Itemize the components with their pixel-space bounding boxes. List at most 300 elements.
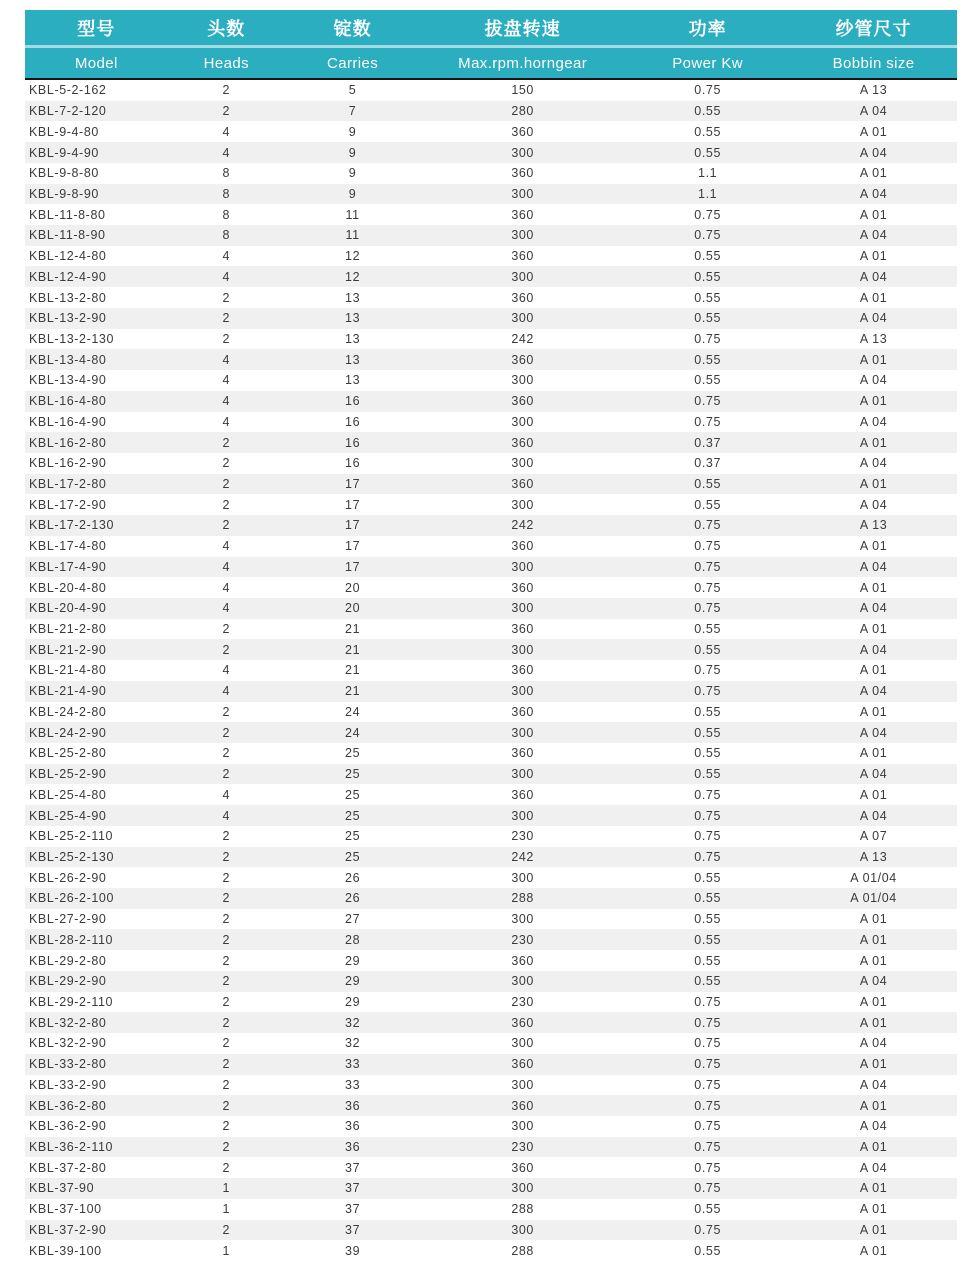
cell-power: 0.75	[694, 994, 722, 1009]
cell-carries: 37	[345, 1160, 361, 1175]
cell-power: 0.37	[694, 435, 722, 450]
cell-power: 0.75	[694, 1015, 722, 1030]
cell-rpm: 360	[511, 352, 534, 367]
cell-carries: 36	[345, 1119, 361, 1134]
cell-carries: 13	[345, 331, 361, 346]
cell-rpm: 300	[511, 912, 534, 927]
cell-power: 0.55	[694, 622, 722, 637]
cell-rpm: 360	[511, 207, 534, 222]
table-row	[25, 308, 957, 329]
cell-bobbin: A 01	[859, 746, 888, 761]
col-header-bobbin-cn: 纱管尺寸	[790, 10, 957, 47]
cell-carries: 25	[345, 808, 361, 823]
cell-bobbin: A 01	[859, 124, 888, 139]
cell-model: KBL-17-2-130	[29, 518, 115, 533]
cell-bobbin: A 01	[859, 622, 888, 637]
cell-rpm: 360	[511, 1057, 534, 1072]
cell-rpm: 230	[511, 829, 534, 844]
cell-power: 0.55	[694, 104, 722, 119]
cell-power: 0.75	[694, 1077, 722, 1092]
cell-heads: 2	[222, 311, 231, 326]
cell-model: KBL-32-2-80	[29, 1015, 107, 1030]
table-row	[25, 1116, 957, 1137]
cell-rpm: 242	[511, 331, 534, 346]
cell-heads: 2	[222, 1036, 231, 1051]
col-header-power-cn: 功率	[625, 10, 790, 47]
cell-heads: 2	[222, 932, 231, 947]
cell-carries: 24	[345, 704, 361, 719]
table-row	[25, 929, 957, 950]
cell-heads: 2	[222, 953, 231, 968]
cell-rpm: 288	[511, 1202, 534, 1217]
cell-carries: 25	[345, 746, 361, 761]
cell-model: KBL-29-2-110	[29, 994, 114, 1009]
cell-heads: 2	[222, 1160, 231, 1175]
cell-heads: 2	[222, 1015, 231, 1030]
cell-bobbin: A 01/04	[850, 870, 897, 885]
cell-heads: 4	[222, 787, 231, 802]
cell-heads: 2	[222, 746, 231, 761]
cell-heads: 2	[222, 1140, 231, 1155]
cell-model: KBL-13-2-130	[29, 331, 115, 346]
cell-power: 0.75	[694, 849, 722, 864]
table-row	[25, 370, 957, 391]
cell-heads: 4	[222, 808, 231, 823]
cell-model: KBL-37-2-80	[29, 1160, 107, 1175]
cell-power: 0.55	[694, 477, 722, 492]
cell-carries: 29	[345, 994, 361, 1009]
table-row	[25, 121, 957, 142]
cell-carries: 26	[345, 891, 361, 906]
cell-carries: 32	[345, 1036, 361, 1051]
cell-carries: 25	[345, 767, 361, 782]
cell-model: KBL-16-2-90	[29, 456, 107, 471]
cell-carries: 21	[345, 684, 361, 699]
cell-heads: 4	[222, 269, 231, 284]
table-row	[25, 474, 957, 495]
cell-heads: 2	[222, 83, 231, 98]
cell-model: KBL-25-2-130	[29, 849, 115, 864]
cell-power: 0.55	[694, 767, 722, 782]
table-row	[25, 805, 957, 826]
table-row	[25, 743, 957, 764]
cell-bobbin: A 04	[859, 767, 888, 782]
cell-model: KBL-32-2-90	[29, 1036, 107, 1051]
cell-model: KBL-16-2-80	[29, 435, 107, 450]
cell-model: KBL-9-8-80	[29, 166, 99, 181]
cell-power: 0.75	[694, 414, 722, 429]
cell-heads: 2	[222, 994, 231, 1009]
cell-carries: 13	[345, 311, 361, 326]
cell-rpm: 300	[511, 870, 534, 885]
cell-carries: 17	[345, 559, 361, 574]
table-row	[25, 909, 957, 930]
table-row	[25, 557, 957, 578]
cell-rpm: 360	[511, 622, 534, 637]
cell-heads: 8	[222, 207, 231, 222]
cell-heads: 2	[222, 849, 231, 864]
table-row	[25, 681, 957, 702]
cell-carries: 17	[345, 477, 361, 492]
table-row	[25, 702, 957, 723]
cell-heads: 2	[222, 891, 231, 906]
cell-rpm: 300	[511, 1077, 534, 1092]
cell-model: KBL-13-4-90	[29, 373, 107, 388]
cell-bobbin: A 01	[859, 1098, 888, 1113]
cell-model: KBL-21-2-90	[29, 642, 107, 657]
cell-rpm: 300	[511, 767, 534, 782]
cell-model: KBL-13-2-90	[29, 311, 107, 326]
cell-heads: 8	[222, 166, 231, 181]
cell-bobbin: A 07	[859, 829, 888, 844]
cell-power: 0.55	[694, 974, 722, 989]
cell-model: KBL-24-2-90	[29, 725, 107, 740]
cell-rpm: 360	[511, 953, 534, 968]
table-row	[25, 619, 957, 640]
cell-rpm: 360	[511, 166, 534, 181]
cell-bobbin: A 01	[859, 912, 888, 927]
cell-power: 0.75	[694, 1036, 722, 1051]
cell-heads: 2	[222, 435, 231, 450]
table-row	[25, 1178, 957, 1199]
table-row	[25, 1220, 957, 1241]
cell-carries: 25	[345, 849, 361, 864]
cell-model: KBL-29-2-80	[29, 953, 107, 968]
cell-rpm: 360	[511, 477, 534, 492]
cell-bobbin: A 04	[859, 1119, 888, 1134]
cell-bobbin: A 01	[859, 1181, 888, 1196]
cell-heads: 4	[222, 539, 231, 554]
cell-power: 0.75	[694, 1160, 722, 1175]
header-row-chinese	[25, 10, 957, 47]
cell-power: 0.55	[694, 704, 722, 719]
header-row-english	[25, 47, 957, 80]
table-row	[25, 1240, 957, 1261]
cell-power: 0.75	[694, 829, 722, 844]
cell-carries: 16	[345, 456, 361, 471]
cell-rpm: 300	[511, 601, 534, 616]
cell-power: 0.55	[694, 932, 722, 947]
cell-power: 0.55	[694, 373, 722, 388]
cell-model: KBL-25-2-110	[29, 829, 114, 844]
cell-model: KBL-36-2-110	[29, 1140, 114, 1155]
cell-heads: 2	[222, 1057, 231, 1072]
table-row	[25, 1054, 957, 1075]
table-row	[25, 79, 957, 101]
cell-heads: 2	[222, 1098, 231, 1113]
table-row	[25, 950, 957, 971]
col-header-model-cn: 型号	[25, 10, 168, 47]
cell-rpm: 300	[511, 1036, 534, 1051]
cell-power: 0.75	[694, 1140, 722, 1155]
table-row	[25, 722, 957, 743]
cell-bobbin: A 01	[859, 932, 888, 947]
cell-power: 0.55	[694, 124, 722, 139]
cell-heads: 4	[222, 373, 231, 388]
cell-rpm: 360	[511, 249, 534, 264]
table-row	[25, 329, 957, 350]
cell-bobbin: A 01	[859, 477, 888, 492]
cell-rpm: 300	[511, 414, 534, 429]
cell-heads: 2	[222, 725, 231, 740]
cell-bobbin: A 01	[859, 1202, 888, 1217]
cell-heads: 1	[222, 1243, 231, 1258]
cell-carries: 16	[345, 414, 361, 429]
cell-bobbin: A 01	[859, 1015, 888, 1030]
cell-carries: 9	[348, 124, 357, 139]
cell-carries: 37	[345, 1222, 361, 1237]
cell-heads: 4	[222, 249, 231, 264]
table-row	[25, 391, 957, 412]
cell-bobbin: A 01	[859, 249, 888, 264]
col-header-heads-cn: 头数	[168, 10, 285, 47]
cell-power: 0.75	[694, 207, 722, 222]
cell-power: 0.75	[694, 331, 722, 346]
table-row	[25, 888, 957, 909]
cell-heads: 2	[222, 477, 231, 492]
cell-power: 0.55	[694, 891, 722, 906]
cell-rpm: 360	[511, 539, 534, 554]
table-row	[25, 515, 957, 536]
cell-power: 0.55	[694, 311, 722, 326]
cell-carries: 36	[345, 1140, 361, 1155]
cell-carries: 27	[345, 912, 361, 927]
cell-rpm: 300	[511, 145, 534, 160]
cell-heads: 4	[222, 414, 231, 429]
table-row	[25, 349, 957, 370]
cell-carries: 29	[345, 974, 361, 989]
cell-heads: 4	[222, 352, 231, 367]
cell-heads: 2	[222, 1119, 231, 1134]
table-row	[25, 660, 957, 681]
table-row	[25, 101, 957, 122]
cell-bobbin: A 04	[859, 601, 888, 616]
cell-model: KBL-27-2-90	[29, 912, 107, 927]
cell-heads: 4	[222, 559, 231, 574]
cell-heads: 2	[222, 912, 231, 927]
cell-heads: 4	[222, 663, 231, 678]
table-row	[25, 1033, 957, 1054]
cell-bobbin: A 04	[859, 1077, 888, 1092]
cell-bobbin: A 01	[859, 704, 888, 719]
cell-model: KBL-37-100	[29, 1202, 102, 1217]
table-row	[25, 992, 957, 1013]
cell-rpm: 300	[511, 228, 534, 243]
cell-power: 0.55	[694, 497, 722, 512]
cell-heads: 2	[222, 1077, 231, 1092]
cell-model: KBL-26-2-100	[29, 891, 115, 906]
cell-carries: 13	[345, 373, 361, 388]
cell-carries: 20	[345, 580, 361, 595]
table-row	[25, 1157, 957, 1178]
cell-rpm: 300	[511, 974, 534, 989]
table-body	[25, 79, 957, 1261]
cell-power: 1.1	[698, 166, 718, 181]
cell-power: 0.55	[694, 746, 722, 761]
cell-rpm: 300	[511, 642, 534, 657]
cell-carries: 20	[345, 601, 361, 616]
cell-carries: 17	[345, 497, 361, 512]
cell-bobbin: A 01	[859, 394, 888, 409]
cell-power: 0.75	[694, 684, 722, 699]
cell-heads: 8	[222, 228, 231, 243]
table-row	[25, 266, 957, 287]
col-header-rpm-cn: 拔盘转速	[420, 10, 625, 47]
cell-bobbin: A 01	[859, 953, 888, 968]
cell-model: KBL-12-4-90	[29, 269, 107, 284]
cell-rpm: 230	[511, 1140, 534, 1155]
cell-bobbin: A 04	[859, 1036, 888, 1051]
cell-carries: 11	[345, 228, 360, 243]
cell-bobbin: A 04	[859, 311, 888, 326]
cell-carries: 17	[345, 518, 361, 533]
table-row	[25, 412, 957, 433]
table-row	[25, 204, 957, 225]
cell-rpm: 288	[511, 891, 534, 906]
cell-carries: 9	[348, 186, 357, 201]
cell-model: KBL-37-90	[29, 1181, 95, 1196]
cell-rpm: 360	[511, 1160, 534, 1175]
cell-heads: 8	[222, 186, 231, 201]
cell-bobbin: A 13	[859, 849, 888, 864]
cell-carries: 13	[345, 290, 361, 305]
cell-model: KBL-36-2-90	[29, 1119, 107, 1134]
cell-rpm: 300	[511, 1119, 534, 1134]
table-row	[25, 1199, 957, 1220]
cell-model: KBL-9-4-90	[29, 145, 99, 160]
cell-carries: 25	[345, 787, 361, 802]
cell-rpm: 300	[511, 497, 534, 512]
cell-power: 0.75	[694, 1119, 722, 1134]
col-header-heads-en: Heads	[168, 47, 285, 80]
cell-rpm: 360	[511, 1098, 534, 1113]
cell-heads: 4	[222, 601, 231, 616]
col-header-model-en: Model	[25, 47, 168, 80]
cell-model: KBL-9-8-90	[29, 186, 99, 201]
cell-carries: 5	[348, 83, 357, 98]
cell-heads: 4	[222, 145, 231, 160]
cell-model: KBL-21-2-80	[29, 622, 107, 637]
table-header	[25, 10, 957, 79]
cell-model: KBL-17-2-80	[29, 477, 107, 492]
cell-carries: 21	[345, 622, 361, 637]
cell-bobbin: A 01	[859, 1057, 888, 1072]
cell-heads: 2	[222, 497, 231, 512]
cell-power: 0.75	[694, 601, 722, 616]
cell-model: KBL-9-4-80	[29, 124, 99, 139]
cell-bobbin: A 01	[859, 994, 888, 1009]
cell-model: KBL-25-2-80	[29, 746, 107, 761]
cell-bobbin: A 01	[859, 352, 888, 367]
table-row	[25, 163, 957, 184]
cell-model: KBL-28-2-110	[29, 932, 114, 947]
cell-rpm: 360	[511, 1015, 534, 1030]
cell-model: KBL-33-2-80	[29, 1057, 107, 1072]
cell-carries: 36	[345, 1098, 361, 1113]
col-header-power-en: Power Kw	[625, 47, 790, 80]
cell-carries: 16	[345, 394, 361, 409]
cell-power: 0.55	[694, 352, 722, 367]
table-row	[25, 184, 957, 205]
cell-power: 0.55	[694, 269, 722, 284]
cell-model: KBL-21-4-80	[29, 663, 107, 678]
cell-power: 0.75	[694, 663, 722, 678]
cell-power: 0.75	[694, 1181, 722, 1196]
table-row	[25, 494, 957, 515]
cell-model: KBL-33-2-90	[29, 1077, 107, 1092]
cell-power: 0.55	[694, 1202, 722, 1217]
col-header-carries-cn: 锭数	[285, 10, 420, 47]
cell-carries: 29	[345, 953, 361, 968]
cell-bobbin: A 04	[859, 497, 888, 512]
cell-heads: 2	[222, 974, 231, 989]
cell-heads: 2	[222, 331, 231, 346]
cell-heads: 2	[222, 104, 231, 119]
cell-heads: 1	[222, 1202, 231, 1217]
cell-power: 0.55	[694, 642, 722, 657]
cell-rpm: 360	[511, 704, 534, 719]
cell-rpm: 300	[511, 684, 534, 699]
cell-carries: 28	[345, 932, 361, 947]
cell-bobbin: A 13	[859, 331, 888, 346]
cell-bobbin: A 04	[859, 456, 888, 471]
cell-rpm: 242	[511, 849, 534, 864]
cell-power: 0.55	[694, 145, 722, 160]
cell-bobbin: A 13	[859, 83, 888, 98]
cell-model: KBL-17-4-90	[29, 559, 107, 574]
table-row	[25, 867, 957, 888]
cell-power: 0.75	[694, 580, 722, 595]
cell-bobbin: A 04	[859, 145, 888, 160]
cell-power: 0.37	[694, 456, 722, 471]
cell-bobbin: A 04	[859, 684, 888, 699]
table-row	[25, 453, 957, 474]
cell-power: 0.75	[694, 518, 722, 533]
cell-heads: 4	[222, 124, 231, 139]
cell-power: 0.75	[694, 808, 722, 823]
cell-model: KBL-5-2-162	[29, 83, 107, 98]
cell-heads: 2	[222, 767, 231, 782]
cell-carries: 39	[345, 1243, 361, 1258]
table-row	[25, 826, 957, 847]
cell-power: 0.55	[694, 1243, 722, 1258]
cell-carries: 24	[345, 725, 361, 740]
cell-bobbin: A 04	[859, 104, 888, 119]
cell-bobbin: A 04	[859, 228, 888, 243]
cell-model: KBL-21-4-90	[29, 684, 107, 699]
cell-rpm: 300	[511, 456, 534, 471]
cell-bobbin: A 01	[859, 290, 888, 305]
cell-model: KBL-13-2-80	[29, 290, 107, 305]
cell-heads: 4	[222, 684, 231, 699]
cell-rpm: 300	[511, 186, 534, 201]
cell-model: KBL-39-100	[29, 1243, 102, 1258]
cell-rpm: 360	[511, 290, 534, 305]
cell-power: 0.75	[694, 559, 722, 574]
cell-model: KBL-29-2-90	[29, 974, 107, 989]
cell-carries: 7	[348, 104, 357, 119]
cell-rpm: 300	[511, 1222, 534, 1237]
table-row	[25, 764, 957, 785]
cell-power: 0.75	[694, 1098, 722, 1113]
cell-model: KBL-20-4-90	[29, 601, 107, 616]
cell-power: 0.55	[694, 290, 722, 305]
cell-model: KBL-11-8-90	[29, 228, 106, 243]
cell-carries: 25	[345, 829, 361, 844]
cell-rpm: 300	[511, 1181, 534, 1196]
table-row	[25, 1095, 957, 1116]
cell-heads: 2	[222, 456, 231, 471]
